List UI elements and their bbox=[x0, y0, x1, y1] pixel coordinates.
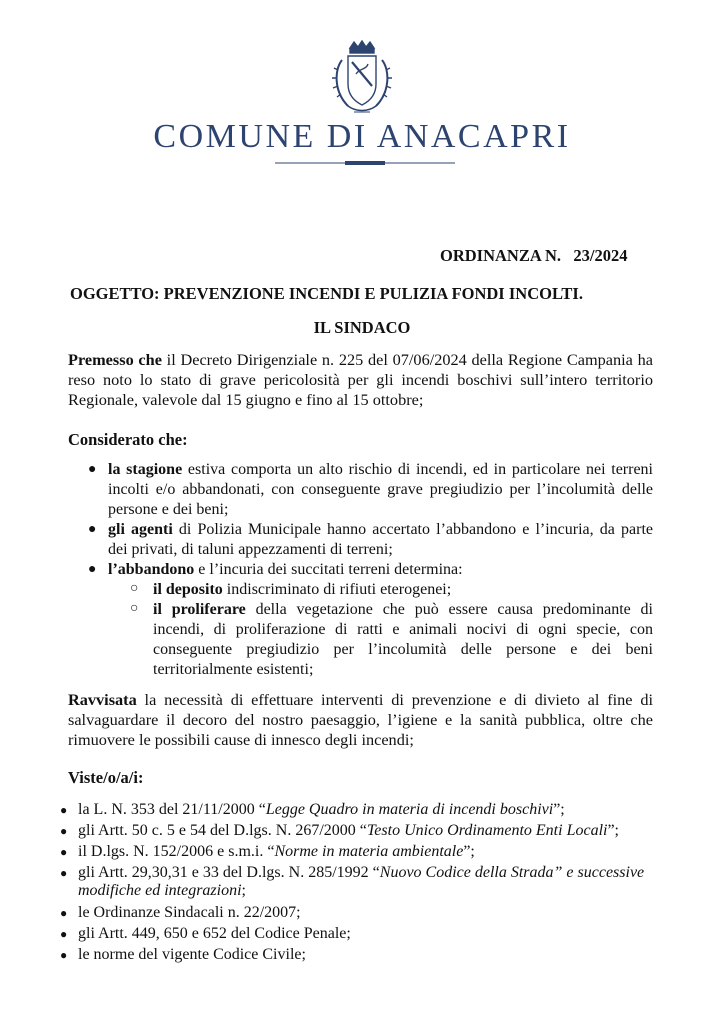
subitem-lead: il deposito bbox=[153, 581, 223, 598]
bullet-dot: ● bbox=[60, 824, 68, 838]
item-italic: Nuovo Codice della Strada” e successive bbox=[379, 864, 645, 881]
list-item bbox=[108, 520, 653, 560]
subitem-text: indiscriminato di rifiuti eterogenei; bbox=[222, 581, 452, 598]
item-text: il D.lgs. N. 152/2006 e s.m.i. “ bbox=[78, 843, 275, 860]
list-item bbox=[78, 800, 565, 820]
subitem-text: della vegetazione che può essere causa predominante di incendi, di proliferazione di ratti e animali nocivi di ogni specie, con conseguente pregiudizio per l’incolumità delle persone e dei beni territorialmente esistenti; bbox=[153, 601, 654, 678]
item-lead: l’abbandono bbox=[108, 561, 195, 578]
viste-heading: Viste/o/a/i: bbox=[68, 768, 144, 787]
bullet-dot: ● bbox=[60, 906, 68, 920]
item-text: gli Artt. 50 c. 5 e 54 del D.lgs. N. 267/2000 “ bbox=[78, 822, 367, 839]
item-lead: la stagione bbox=[108, 461, 183, 478]
item-text: gli Artt. 449, 650 e 652 del Codice Penale; bbox=[78, 925, 351, 942]
list-item bbox=[78, 945, 306, 965]
mayor-heading: IL SINDACO bbox=[313, 318, 411, 337]
item-tail: ”; bbox=[553, 801, 565, 818]
list-item bbox=[108, 560, 653, 580]
item-italic: modifiche ed integrazioni bbox=[78, 882, 242, 899]
item-text: di Polizia Municipale hanno accertato l’abbandono e l’incuria, da parte dei privati, di taluni appezzamenti di terreni; bbox=[108, 521, 653, 558]
item-italic: Norme in materia ambientale bbox=[274, 843, 464, 860]
considerato-heading: Considerato che: bbox=[68, 430, 188, 449]
municipality-title: COMUNE DI ANACAPRI bbox=[153, 118, 571, 155]
municipal-crest-icon bbox=[328, 40, 396, 118]
list-item-continuation bbox=[78, 881, 246, 901]
circle-bullet: ○ bbox=[130, 601, 139, 616]
item-text: e l’incuria dei succitati terreni determina: bbox=[194, 561, 463, 578]
premesso-paragraph bbox=[68, 350, 653, 410]
item-tail: ”; bbox=[463, 843, 475, 860]
ravvisata-text: la necessità di effettuare interventi di prevenzione e di divieto al fine di salvaguardare il decoro del nostro paesaggio, l’igiene e la sanità pubblica, oltre che rimuovere le possibili cause di innesco degli incendi; bbox=[68, 690, 653, 749]
sub-list-item bbox=[153, 600, 653, 680]
item-italic: Testo Unico Ordinamento Enti Locali bbox=[366, 822, 608, 839]
item-text: le Ordinanze Sindacali n. 22/2007; bbox=[78, 904, 301, 921]
item-lead: gli agenti bbox=[108, 521, 173, 538]
subject-line: OGGETTO: PREVENZIONE INCENDI E PULIZIA FONDI INCOLTI. bbox=[70, 284, 583, 303]
ravvisata-paragraph bbox=[68, 690, 653, 750]
bullet-dot: ● bbox=[60, 803, 68, 817]
list-item bbox=[78, 821, 619, 841]
item-tail: ; bbox=[241, 882, 246, 899]
bullet-dot: ● bbox=[88, 462, 97, 477]
bullet-dot: ● bbox=[60, 927, 68, 941]
item-italic: Legge Quadro in materia di incendi boschivi bbox=[265, 801, 554, 818]
bullet-dot: ● bbox=[88, 562, 97, 577]
list-item bbox=[78, 863, 644, 883]
item-tail: ”; bbox=[607, 822, 619, 839]
item-text: estiva comporta un alto rischio di incendi, ed in particolare nei terreni incolti e/o abbandonati, con conseguente grave pregiudizio per l’incolumità delle persone e dei beni; bbox=[108, 461, 654, 518]
bullet-dot: ● bbox=[60, 948, 68, 962]
premesso-text: il Decreto Dirigenziale n. 225 del 07/06/2024 della Regione Campania ha reso noto lo stato di grave pericolosità per gli incendi boschivi sull’intero territorio Regionale, valevole dal 15 giugno e fino al 15 ottobre; bbox=[68, 350, 653, 409]
ordinanza-number: ORDINANZA N. 23/2024 bbox=[440, 246, 628, 265]
bullet-dot: ● bbox=[60, 845, 68, 859]
premesso-lead: Premesso che bbox=[68, 350, 162, 369]
title-divider bbox=[275, 160, 455, 166]
list-item bbox=[108, 460, 653, 520]
subitem-lead: il proliferare bbox=[153, 601, 246, 618]
item-text: le norme del vigente Codice Civile; bbox=[78, 946, 306, 963]
bullet-dot: ● bbox=[88, 522, 97, 537]
bullet-dot: ● bbox=[60, 866, 68, 880]
list-item bbox=[78, 924, 351, 944]
list-item bbox=[78, 903, 301, 923]
ravvisata-lead: Ravvisata bbox=[68, 690, 137, 709]
item-text: gli Artt. 29,30,31 e 33 del D.lgs. N. 285/1992 “ bbox=[78, 864, 380, 881]
item-text: la L. N. 353 del 21/11/2000 “ bbox=[78, 801, 266, 818]
circle-bullet: ○ bbox=[130, 581, 139, 596]
sub-list-item bbox=[153, 580, 653, 600]
list-item bbox=[78, 842, 475, 862]
